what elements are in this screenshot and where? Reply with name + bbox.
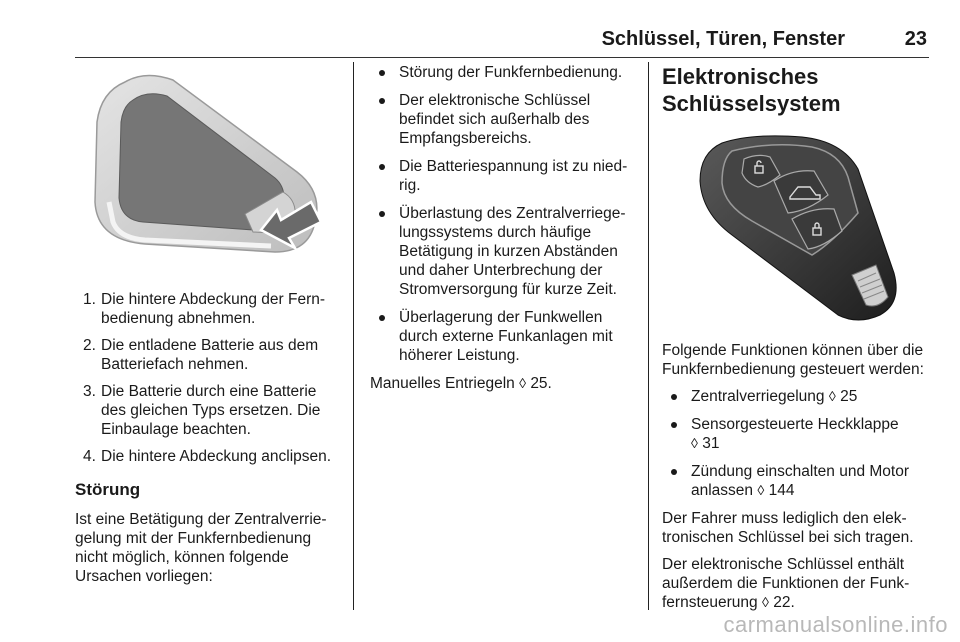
manual-unlock-reference bbox=[370, 374, 640, 393]
reference-arrow-icon: ◊ bbox=[757, 482, 765, 498]
step-text: Die hintere Abdeckung der Fernbedienung abnehmen. bbox=[101, 291, 326, 327]
manual-unlock-text: Manuelles Entriegeln bbox=[370, 375, 515, 392]
reference-page-link[interactable]: 25. bbox=[530, 375, 552, 392]
functions-intro: Folgende Funktionen können über die Funkfernbedienung gesteuert werden: bbox=[662, 342, 924, 378]
function-text: Sensorgesteuerte Heckklappe bbox=[691, 416, 899, 433]
battery-steps-list bbox=[75, 290, 343, 466]
reference-page-link[interactable]: 22. bbox=[773, 594, 795, 611]
list-item: Die Batteriespannung ist zu niedrig. bbox=[370, 157, 640, 195]
step-number: 2. bbox=[83, 337, 96, 354]
list-item: Der elektronische Schlüssel befindet sich außerhalb des Empfangsbereichs. bbox=[370, 91, 640, 148]
reference-arrow-icon: ◊ bbox=[691, 435, 698, 451]
list-item bbox=[662, 387, 927, 406]
step-text: Die entladene Batterie aus dem Batteriefach nehmen. bbox=[101, 337, 319, 373]
reference-page-link[interactable]: 25 bbox=[840, 388, 858, 405]
reference-page-link[interactable]: 144 bbox=[768, 482, 795, 499]
remote-functions-paragraph bbox=[662, 555, 927, 612]
list-item bbox=[662, 415, 927, 453]
malfunction-causes-list bbox=[370, 63, 640, 365]
list-item bbox=[75, 447, 343, 466]
column-middle bbox=[370, 63, 640, 401]
list-item: Überlastung des Zentralverriegelungssystems durch häufige Betätigung in kurzen Abständen und daher Unterbrechung der Stromversorgung für kurze Zeit. bbox=[370, 204, 640, 299]
page-number: 23 bbox=[904, 28, 927, 50]
list-item: Störung der Funkfernbedienung. bbox=[370, 63, 640, 82]
function-text: Zentralverriegelung bbox=[691, 388, 825, 405]
page-header bbox=[75, 22, 929, 52]
malfunction-intro: Ist eine Betätigung der Zentralverriegelung mit der Funkfernbedienung nicht möglich, können folgende Ursachen vorliegen: bbox=[75, 511, 327, 585]
step-text: Die hintere Abdeckung anclipsen. bbox=[101, 448, 332, 465]
reference-arrow-icon: ◊ bbox=[761, 594, 769, 610]
watermark: carmanualsonline.info bbox=[723, 612, 948, 637]
column-divider-left bbox=[353, 62, 354, 610]
column-right bbox=[662, 63, 927, 620]
reference-arrow-icon: ◊ bbox=[828, 388, 836, 404]
step-number: 3. bbox=[83, 383, 96, 400]
subheading-stoerung: Störung bbox=[75, 480, 141, 499]
step-text: Die Batterie durch eine Batterie des gleichen Typs ersetzen. Die Einbaulage beachten. bbox=[101, 383, 321, 438]
header-rule bbox=[75, 57, 929, 58]
step-number: 1. bbox=[83, 291, 96, 308]
function-text: Zündung einschalten und Motor anlassen bbox=[691, 463, 910, 499]
electronic-key-illustration bbox=[662, 125, 927, 327]
list-item bbox=[662, 462, 927, 500]
key-battery-cover-illustration bbox=[75, 62, 343, 276]
list-item: Überlagerung der Funkwellen durch externe Funkanlagen mit höherer Leistung. bbox=[370, 308, 640, 365]
remote-functions-text: Der elektronische Schlüssel enthält außerdem die Funktionen der Funkfernsteuerung bbox=[662, 556, 910, 611]
key-functions-list bbox=[662, 387, 927, 500]
column-left bbox=[75, 62, 343, 594]
column-divider-right bbox=[648, 62, 649, 610]
reference-page-link[interactable]: 31 bbox=[702, 435, 720, 452]
driver-paragraph: Der Fahrer muss lediglich den elektronischen Schlüssel bei sich tragen. bbox=[662, 510, 914, 546]
list-item bbox=[75, 382, 343, 439]
step-number: 4. bbox=[83, 448, 96, 465]
section-title: Elektronisches Schlüsselsystem bbox=[662, 64, 841, 116]
chapter-title: Schlüssel, Türen, Fenster bbox=[601, 28, 845, 50]
list-item bbox=[75, 290, 343, 328]
reference-arrow-icon: ◊ bbox=[519, 375, 526, 391]
list-item bbox=[75, 336, 343, 374]
